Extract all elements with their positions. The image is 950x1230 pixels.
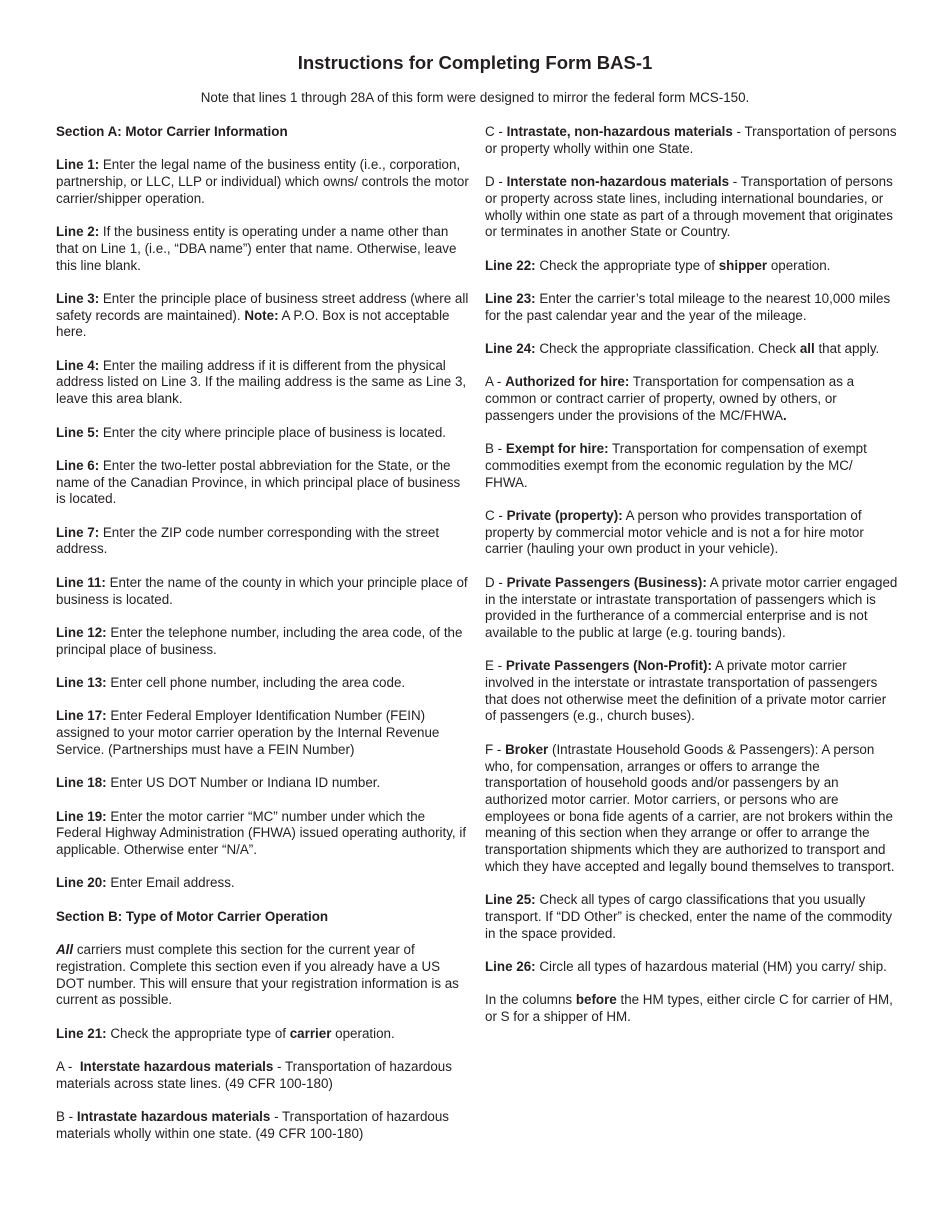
private-bus-label: Private Passengers (Business):: [506, 574, 707, 590]
hm-columns-text: In the columns: [485, 992, 576, 1008]
line-6-instruction: [56, 458, 470, 508]
line-1-label: Line 1:: [56, 157, 100, 173]
class-authorized-for-hire: [485, 374, 899, 424]
line-13-text: Enter cell phone number, including the area code.: [106, 675, 406, 691]
line-25-text: Check all types of cargo classifications that you usually transport. If “DD Other” is checked, enter the name of the commodity in the space provided.: [485, 892, 893, 941]
class-exempt-for-hire: [485, 441, 899, 491]
line-17-instruction: [56, 708, 470, 758]
line-21-text: Check the appropriate type of: [106, 1025, 290, 1041]
item-a-prefix: A -: [56, 1059, 80, 1075]
auth-label: Authorized for hire:: [505, 374, 630, 390]
line-13-instruction: [56, 675, 470, 692]
line-7-instruction: [56, 525, 470, 558]
line-18-label: Line 18:: [56, 775, 107, 791]
line-11-text: Enter the name of the county in which your principle place of business is located.: [56, 574, 468, 607]
line-24-label: Line 24:: [485, 341, 536, 357]
line-22-text-end: operation.: [767, 257, 831, 273]
item-d-prefix: D -: [485, 174, 507, 190]
line-4-instruction: [56, 358, 470, 408]
line-7-text: Enter the ZIP code number corresponding with the street address.: [56, 524, 440, 557]
private-np-label: Private Passengers (Non-Profit):: [505, 658, 712, 674]
item-c-intrastate-nonhazmat: [485, 124, 899, 157]
line-12-instruction: [56, 625, 470, 658]
line-26-instruction: [485, 959, 899, 976]
private-prop-prefix: C -: [485, 508, 507, 524]
item-d-text: - Transportation of persons or property across state lines, including international boundaries, or wholly within one state as part of a through movement that originates or terminates in another State or Country.: [485, 174, 893, 240]
item-a-label: Interstate hazardous materials: [79, 1059, 274, 1075]
line-19-text: Enter the motor carrier “MC” number under which the Federal Highway Administration (FHWA) issued operating authority, if applicable. Otherwise enter “N/A”.: [56, 808, 467, 858]
line-21-text-end: operation.: [331, 1025, 395, 1041]
item-b-label: Intrastate hazardous materials: [76, 1109, 271, 1125]
section-b-heading: Section B: Type of Motor Carrier Operation: [56, 908, 329, 924]
line-22-text: Check the appropriate type of: [535, 257, 719, 273]
line-18-text: Enter US DOT Number or Indiana ID number.: [106, 775, 381, 791]
item-d-label: Interstate non-hazardous materials: [506, 174, 730, 190]
hm-columns-text-end: the HM types, either circle C for carrier of HM, or S for a shipper of HM.: [485, 992, 893, 1025]
line-23-instruction: [485, 291, 899, 324]
line-3-note-text: A P.O. Box is not acceptable here.: [56, 307, 450, 340]
line-24-bold-word: all: [799, 341, 815, 357]
line-25-instruction: [485, 892, 899, 942]
line-24-instruction: [485, 341, 899, 358]
item-a-text: - Transportation of hazardous materials across state lines. (49 CFR 100-180): [56, 1059, 452, 1091]
line-17-label: Line 17:: [56, 708, 107, 724]
class-private-passengers-business: [485, 575, 899, 642]
line-20-instruction: [56, 875, 470, 892]
item-a-interstate-hazmat: [56, 1059, 470, 1092]
item-c-prefix: C -: [485, 124, 507, 139]
hm-columns-bold-word: before: [575, 992, 617, 1008]
line-26-text: Circle all types of hazardous material (HM) you carry/ ship.: [535, 958, 887, 974]
page-title: Instructions for Completing Form BAS-1: [297, 52, 653, 73]
exempt-label: Exempt for hire:: [505, 441, 609, 457]
private-bus-prefix: D -: [485, 574, 507, 590]
auth-end: .: [782, 407, 787, 423]
line-22-instruction: [485, 258, 899, 275]
line-6-text: Enter the two-letter postal abbreviation for the State, or the name of the Canadian Province, in which principal place of business is located.: [56, 457, 461, 507]
left-column: [56, 124, 470, 1159]
line-6-label: Line 6:: [56, 457, 100, 473]
line-23-text: Enter the carrier’s total mileage to the nearest 10,000 miles for the past calendar year and the year of the mileage.: [485, 290, 891, 323]
private-prop-label: Private (property):: [506, 508, 623, 524]
line-3-note-label: Note:: [244, 307, 279, 323]
broker-prefix: F -: [485, 741, 506, 757]
line-1-text: Enter the legal name of the business entity (i.e., corporation, partnership, or LLC, LLP or individual) which owns/ controls the motor carrier/shipper operation.: [56, 157, 469, 206]
private-bus-text: A private motor carrier engaged in the interstate or intrastate transportation of passengers which is provided in the furtherance of a commercial enterprise and is not available to the public at large (e.g. touring bands).: [485, 574, 898, 640]
line-24-text: Check the appropriate classification. Check: [535, 341, 800, 357]
line-17-text: Enter Federal Employer Identification Number (FEIN) assigned to your motor carrier operation by the Internal Revenue Service. (Partnerships must have a FEIN Number): [56, 708, 440, 757]
line-4-label: Line 4:: [56, 357, 100, 373]
class-broker: [485, 742, 899, 876]
line-21-bold-word: carrier: [289, 1025, 332, 1041]
line-2-instruction: [56, 224, 470, 274]
private-np-text: A private motor carrier involved in the interstate or intrastate transportation of passengers that does not otherwise meet the definition of a private motor carrier of passengers (e.g., church buses).: [485, 658, 887, 724]
line-1-instruction: [56, 157, 470, 207]
broker-text: (Intrastate Household Goods & Passengers): A person who, for compensation, arranges or offers to arrange the transportation of household goods and/or passengers by an authorized motor carrier. Motor carriers, or persons who are employees or bona fide agents of a carrier, are not brokers within the meaning of this section when they arrange or offer to arrange the transportation shipments which they are authorized to transport and which they have accepted and legally bound themselves to transport.: [485, 741, 895, 874]
line-2-label: Line 2:: [56, 224, 100, 240]
right-column: [485, 124, 899, 1042]
all-carriers-paragraph: [56, 942, 470, 1009]
line-19-instruction: [56, 809, 470, 859]
line-3-label: Line 3:: [56, 290, 100, 306]
line-21-instruction: [56, 1026, 470, 1043]
line-11-label: Line 11:: [56, 574, 106, 590]
hm-columns-note: [485, 992, 899, 1025]
item-c-text: - Transportation of persons or property wholly within one State.: [485, 124, 897, 156]
line-20-label: Line 20:: [56, 875, 107, 891]
line-24-text-end: that apply.: [814, 341, 880, 357]
broker-label: Broker: [505, 741, 549, 757]
line-18-instruction: [56, 775, 470, 792]
item-d-interstate-nonhazmat: [485, 174, 899, 241]
line-25-label: Line 25:: [485, 892, 536, 908]
all-emphasis: All: [56, 942, 74, 958]
line-23-label: Line 23:: [485, 290, 536, 306]
line-20-text: Enter Email address.: [106, 875, 235, 891]
class-private-property: [485, 508, 899, 558]
line-22-bold-word: shipper: [718, 257, 768, 273]
line-11-instruction: [56, 575, 470, 608]
line-19-label: Line 19:: [56, 808, 107, 824]
item-c-label: Intrastate, non-hazardous materials: [506, 124, 733, 139]
item-b-text: - Transportation of hazardous materials wholly within one state. (49 CFR 100-180): [56, 1109, 449, 1141]
line-12-label: Line 12:: [56, 624, 107, 640]
item-b-intrastate-hazmat: [56, 1109, 470, 1142]
section-a-heading: Section A: Motor Carrier Information: [56, 124, 288, 139]
auth-text: Transportation for compensation as a common or contract carrier of property, owned by others, or passengers under the provisions of the MC/FHWA: [485, 374, 855, 423]
line-4-text: Enter the mailing address if it is different from the physical address listed on Line 3. If the mailing address is the same as Line 3, leave this area blank.: [56, 357, 467, 407]
intro-note: Note that lines 1 through 28A of this form were designed to mirror the federal form MCS-150.: [200, 90, 750, 105]
line-7-label: Line 7:: [56, 524, 100, 540]
line-26-label: Line 26:: [485, 958, 536, 974]
private-prop-text: A person who provides transportation of property by commercial motor vehicle and is not a for hire motor carrier (hauling your own product in your vehicle).: [485, 508, 864, 557]
line-3-instruction: [56, 291, 470, 341]
item-b-prefix: B -: [56, 1109, 77, 1125]
line-2-text: If the business entity is operating under a name other than that on Line 1, (i.e., “DBA name”) enter that name. Otherwise, leave this line blank.: [56, 224, 457, 273]
line-5-text: Enter the city where principle place of business is located.: [99, 424, 447, 440]
line-13-label: Line 13:: [56, 675, 107, 691]
line-5-label: Line 5:: [56, 424, 100, 440]
line-3-text: Enter the principle place of business street address (where all safety records are maintained).: [56, 290, 469, 323]
line-22-label: Line 22:: [485, 257, 536, 273]
exempt-text: Transportation for compensation of exempt commodities exempt from the economic regulation by the MC/ FHWA.: [485, 441, 867, 490]
class-private-passengers-nonprofit: [485, 658, 899, 725]
line-5-instruction: [56, 425, 470, 442]
auth-prefix: A -: [485, 374, 506, 390]
all-carriers-text: carriers must complete this section for the current year of registration. Complete this section even if you already have a US DOT number. This will ensure that your registration information is as current as possible.: [56, 942, 459, 1008]
line-12-text: Enter the telephone number, including the area code, of the principal place of business.: [56, 624, 463, 657]
exempt-prefix: B -: [485, 441, 506, 457]
private-np-prefix: E -: [485, 658, 506, 674]
line-21-label: Line 21:: [56, 1025, 107, 1041]
